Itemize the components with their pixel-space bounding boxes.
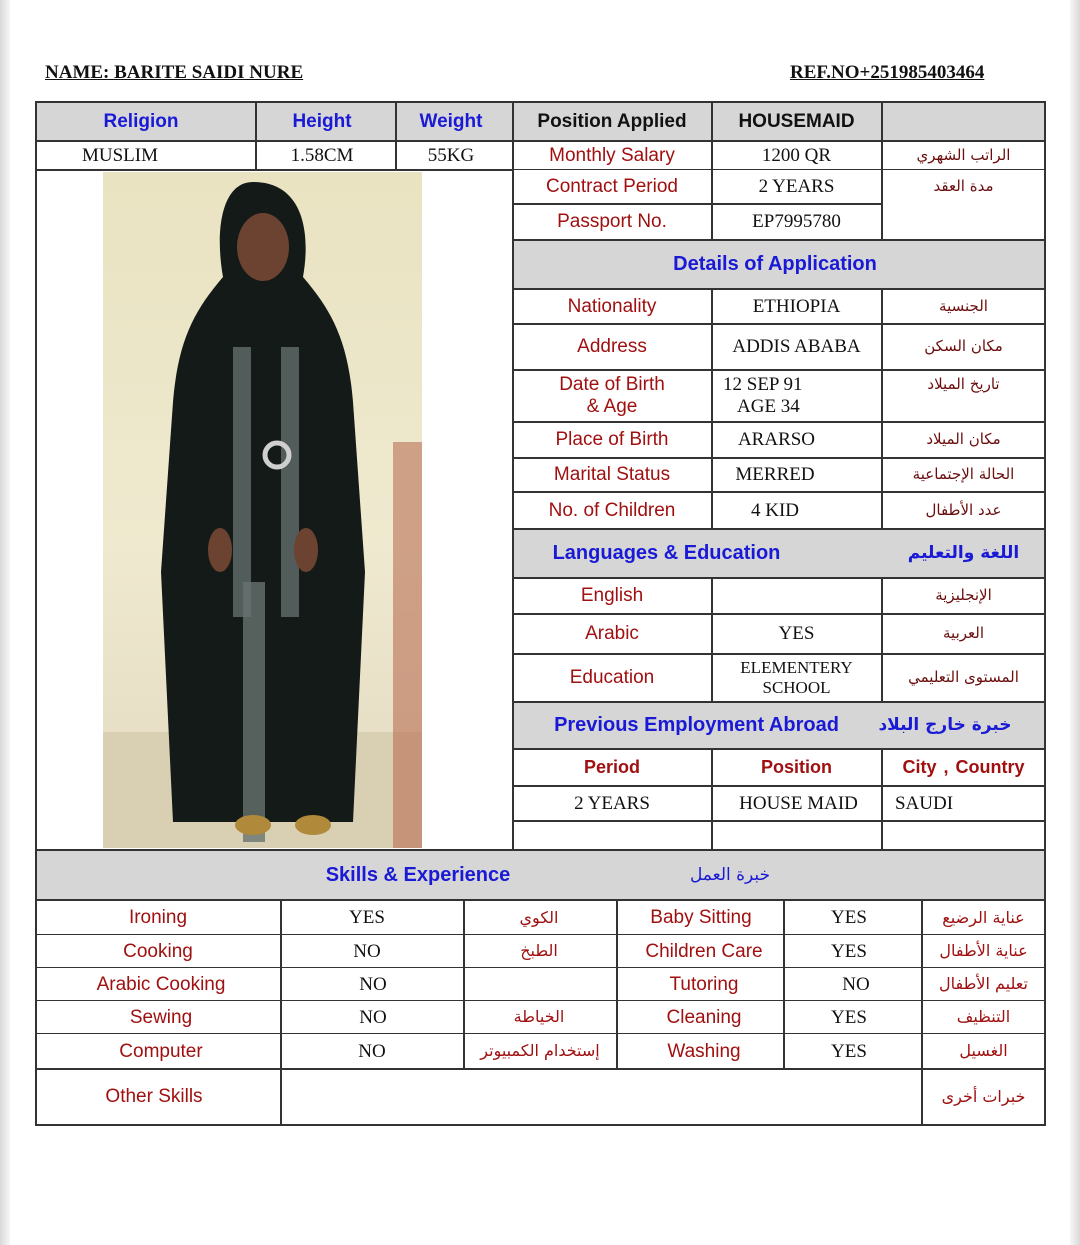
skill-computer-arabic: إستخدام الكمبيوتر [480, 1041, 600, 1061]
marital-status-value: MERRED [735, 464, 815, 486]
english-arabic: الإنجليزية [935, 586, 992, 605]
monthly-salary-label: Monthly Salary [549, 144, 675, 166]
grid-line-v [881, 748, 883, 851]
employment-period-value: 2 YEARS [574, 792, 650, 814]
education-arabic: المستوى التعليمي [908, 668, 1019, 687]
grid-line-h [35, 899, 1046, 901]
children-value: 4 KID [750, 499, 800, 521]
grid-line-h [513, 421, 1046, 423]
contract-period-value: 2 YEARS [758, 176, 835, 198]
monthly-salary-value: 1200 QR [761, 144, 832, 166]
position-applied-label: Position Applied [537, 111, 687, 133]
children-label: No. of Children [548, 499, 676, 521]
place-of-birth-arabic: مكان الميلاد [926, 430, 1001, 449]
dob-age: AGE 34 [737, 396, 800, 417]
nationality-value: ETHIOPIA [752, 295, 841, 317]
weight-label: Weight [419, 111, 483, 133]
employment-city-country-header [882, 749, 1045, 786]
nationality-arabic: الجنسية [939, 296, 988, 315]
grid-line-v [711, 101, 713, 240]
employment-country-header: Country [955, 757, 1025, 778]
religion-label: Religion [103, 111, 179, 133]
skill-cleaning-arabic: التنظيف [956, 1007, 1011, 1027]
grid-line-h [35, 849, 1046, 851]
address-value: ADDIS ABABA [732, 336, 861, 358]
address-label: Address [577, 336, 647, 358]
employment-position-header: Position [761, 757, 832, 778]
arabic-arabic: العربية [943, 624, 984, 643]
skill-ironing-value: YES [349, 907, 385, 929]
employment-position-value: HOUSE MAID [739, 792, 858, 814]
skill-tutoring-arabic: تعليم الأطفال [939, 974, 1028, 994]
skill-tutoring-label: Tutoring [669, 973, 739, 995]
grid-line-v [711, 577, 713, 702]
position-applied-value: HOUSEMAID [738, 111, 855, 133]
english-value [711, 578, 882, 614]
grid-line-h [513, 239, 1046, 241]
grid-line-v [512, 101, 514, 851]
skill-cooking-arabic: الطبخ [520, 941, 558, 961]
dob-date: 12 SEP 91 [723, 374, 803, 396]
skill-children-care-value: YES [831, 940, 867, 962]
grid-line-h [35, 1124, 1046, 1126]
other-skills-arabic: خبرات أخرى [941, 1086, 1026, 1106]
skill-cleaning-value: YES [831, 1006, 867, 1028]
skill-cleaning-label: Cleaning [666, 1006, 742, 1028]
grid-line-v [255, 101, 257, 171]
monthly-salary-arabic: الراتب الشهري [916, 145, 1011, 164]
grid-line-h [513, 369, 1046, 371]
skill-children-care-arabic: عناية الأطفال [939, 941, 1028, 961]
education-value-line2: SCHOOL [762, 678, 831, 697]
skill-children-care-label: Children Care [645, 940, 763, 962]
details-title: Details of Application [673, 253, 877, 275]
nationality-label: Nationality [567, 295, 657, 317]
passport-value: EP7995780 [752, 211, 841, 233]
employment-title: Previous Employment Abroad [554, 714, 839, 736]
grid-line-h [513, 528, 1046, 530]
applicant-photo [103, 172, 422, 848]
reference-number: REF.NO+251985403464 [790, 62, 985, 83]
grid-line-h [513, 491, 1046, 493]
skill-arabic-cooking-value: NO [359, 973, 387, 995]
grid-line-v [616, 899, 618, 1069]
grid-line-h [35, 101, 1046, 103]
skills-title: Skills & Experience [325, 864, 511, 886]
passport-label: Passport No. [557, 211, 667, 233]
grid-line-h [513, 785, 1046, 787]
grid-line-v [395, 101, 397, 171]
grid-line-h [513, 457, 1046, 459]
grid-line-h [35, 169, 513, 171]
grid-line-h [35, 140, 1046, 142]
marital-status-arabic: الحالة الإجتماعية [912, 465, 1015, 484]
skill-sewing-label: Sewing [129, 1006, 193, 1028]
grid-line-v [35, 101, 37, 1126]
other-skills-label: Other Skills [105, 1086, 203, 1108]
skill-washing-label: Washing [667, 1040, 741, 1062]
religion-value: MUSLIM [81, 144, 158, 166]
dob-label [513, 370, 711, 422]
dob-arabic: تاريخ الميلاد [927, 375, 1000, 394]
grid-line-v [711, 748, 713, 851]
skill-computer-value: NO [358, 1040, 386, 1062]
grid-line-h [35, 1000, 1046, 1001]
height-label: Height [292, 111, 352, 133]
address-arabic: مكان السكن [924, 337, 1003, 356]
contract-period-label: Contract Period [545, 176, 678, 198]
grid-line-v [463, 899, 465, 1069]
skill-cooking-label: Cooking [123, 940, 193, 962]
weight-value: 55KG [427, 144, 475, 166]
grid-line-v [280, 899, 282, 1125]
grid-line-v [783, 899, 785, 1069]
grid-line-h [513, 323, 1046, 325]
place-of-birth-value: ARARSO [737, 429, 816, 451]
employment-country-value: SAUDI [894, 792, 954, 814]
grid-line-h [513, 169, 1045, 170]
other-skills-value [282, 1069, 922, 1125]
marital-status-label: Marital Status [553, 464, 671, 486]
grid-line-h [35, 967, 1046, 968]
grid-line-v [881, 288, 883, 529]
dob-value [711, 370, 882, 422]
skill-washing-arabic: الغسيل [959, 1041, 1008, 1061]
dob-label-line1: Date of Birth [559, 374, 665, 396]
skill-ironing-label: Ironing [128, 907, 188, 929]
grid-line-v [711, 288, 713, 529]
english-label: English [580, 585, 644, 607]
page-edge-right [1070, 0, 1080, 1245]
skill-sewing-arabic: الخياطة [513, 1007, 565, 1027]
employment-title-arabic: خبرة خارج البلاد [878, 714, 1012, 735]
languages-title-arabic: اللغة والتعليم [907, 542, 1020, 563]
contract-period-arabic: مدة العقد [933, 177, 994, 196]
grid-line-h [513, 613, 1046, 615]
grid-line-v [921, 899, 923, 1125]
grid-line-h [513, 203, 883, 205]
place-of-birth-label: Place of Birth [555, 429, 669, 451]
education-label: Education [569, 667, 655, 689]
skill-sewing-value: NO [359, 1006, 387, 1028]
skill-arabic-cooking-label: Arabic Cooking [96, 973, 226, 995]
page-edge-left [0, 0, 10, 1245]
children-arabic: عدد الأطفال [925, 500, 1002, 519]
grid-line-h [513, 820, 1046, 822]
education-value-line1: ELEMENTERY [740, 658, 853, 678]
skill-ironing-arabic: الكوي [519, 907, 559, 927]
grid-line-h [513, 577, 1046, 579]
arabic-value: YES [778, 623, 815, 645]
grid-line-h [513, 748, 1046, 750]
employment-city-header: City [902, 757, 937, 778]
skill-baby-sitting-arabic: عناية الرضيع [942, 907, 1025, 927]
arabic-label: Arabic [585, 623, 639, 645]
skills-title-arabic: خبرة العمل [689, 864, 771, 885]
dob-label-line2: & Age [586, 396, 638, 417]
grid-line-h [513, 653, 1046, 655]
employment-header-separator: , [943, 757, 949, 778]
skill-cooking-value: NO [353, 940, 381, 962]
skill-washing-value: YES [831, 1040, 867, 1062]
grid-line-h [35, 1068, 1046, 1070]
grid-line-v [881, 577, 883, 702]
grid-line-v [1044, 101, 1046, 1126]
grid-line-h [513, 288, 1046, 290]
grid-line-h [513, 701, 1046, 703]
grid-line-h [35, 1033, 1046, 1034]
grid-line-v [881, 101, 883, 240]
skill-baby-sitting-label: Baby Sitting [650, 907, 752, 929]
employment-period-header: Period [583, 757, 640, 778]
education-value [711, 654, 882, 702]
skill-computer-label: Computer [119, 1040, 203, 1062]
skill-tutoring-value: NO [842, 973, 870, 995]
languages-title: Languages & Education [552, 542, 781, 564]
grid-line-h [35, 934, 1046, 935]
applicant-name: NAME: BARITE SAIDI NURE [45, 62, 304, 83]
skill-baby-sitting-value: YES [831, 907, 867, 929]
height-value: 1.58CM [290, 144, 354, 166]
